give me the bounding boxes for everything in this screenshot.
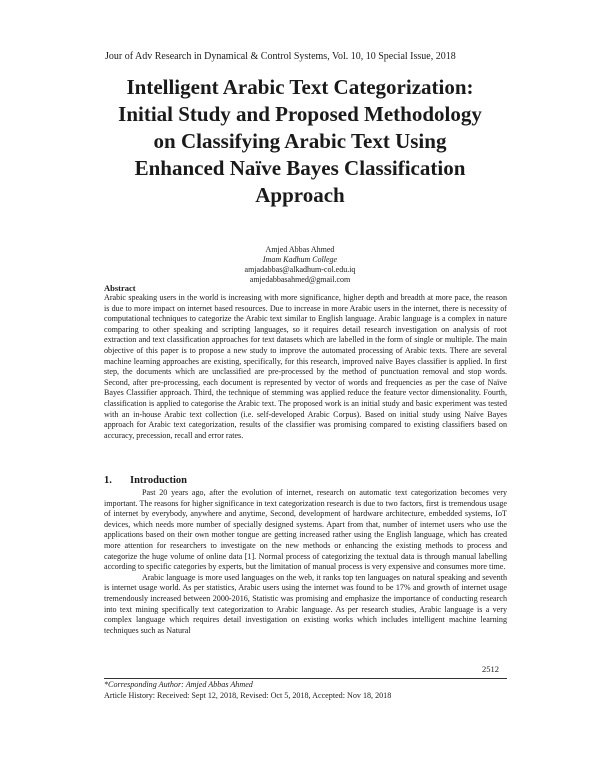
footnote xyxy=(104,680,391,701)
author-affiliation: Imam Kadhum College xyxy=(262,255,338,264)
footnote-divider xyxy=(104,678,507,679)
introduction-paragraph: Past 20 years ago, after the evolution of internet, research on automatic text categorization becomes very important. The reasons for higher significance in text categorization research is due to two factors, first is tremendous usage of internet by everybody, anywhere and anytime, Second, development of hardware architecture, embedded systems, IoT devices, which needs more number of specially designed systems. Apart from that, number of internet users who use the applications based on their own mother tongue are getting increased rather using the English language, which has created more attention for researchers to investigate on the new methods or enhancing the existing methods to process and categorize the huge volume of online data [1]. Normal process of categorizing the textual data is through manual labelling according to specific categories by experts, but the limitation of manual process is very expensive and consumes more time. xyxy=(104,488,507,572)
section-number: 1. xyxy=(104,475,112,486)
journal-header: Jour of Adv Research in Dynamical & Control Systems, Vol. 10, 10 Special Issue, 2018 xyxy=(105,51,456,62)
author-block xyxy=(100,245,500,285)
title-line: Initial Study and Proposed Methodology xyxy=(118,102,482,126)
abstract-text: Arabic speaking users in the world is increasing with more significance, higher depth and breadth at more pace, the reason is due to more impact on internet based resources. Due to increase in more Arabic users in the internet, there is necessity of computational techniques to categorize the Arabic text similar to English language. Arabic language is a complex in nature comparing to other speaking and scripting languages, so it requires detail research investigation on analysis of root extraction and text classification approaches for text datasets which are labelled in the form of single or multiple. The main objective of this paper is to propose a new study to improve the automated processing of Arabic texts. There are several machine learning approaches are existing, specifically, for this research, improved naïve Bayes classifier is applied. In first step, the documents which are unclassified are pre-processed by the method of punctuation removal and stop words. Second, after pre-processing, each document is represented by vector of words and frequencies as per the case of Naïve Bayes Classifier approach. Third, the technique of stemming was applied reduce the feature vector dimensionality. Fourth, classification is applied to categorise the Arabic text. The proposed work is an initial study and basic experiment was tested with an in-house Arabic text collection (i.e. self-developed Arabic Corpus). Based on initial study using Naïve Bayes approach for Arabic text categorization, results of the classifier was promising compared to existing classifiers based on accuracy, precession, recall and error rates. xyxy=(104,293,507,440)
title-line: Intelligent Arabic Text Categorization: xyxy=(126,75,474,99)
abstract-heading: Abstract xyxy=(104,283,136,293)
section-title: Introduction xyxy=(130,475,187,486)
author-email: amjadabbas@alkadhum-col.edu.iq xyxy=(244,265,356,274)
page-number: 2512 xyxy=(482,664,499,674)
title-line: on Classifying Arabic Text Using xyxy=(153,129,447,153)
article-history: Article History: Received: Sept 12, 2018, Revised: Oct 5, 2018, Accepted: Nov 18, 2018 xyxy=(104,690,392,700)
corresponding-author: *Corresponding Author: Amjed Abbas Ahmed xyxy=(104,680,253,689)
title-line: Approach xyxy=(255,183,345,207)
introduction-paragraph: Arabic language is more used languages on the web, it ranks top ten languages on natural speaking and seventh is internet usage world. As per statistics, Arabic users using the internet was found to be 17% and growth of internet usage tremendously increased between 2000-2016, Statistic was promising and emphasize the importance of conducting research into text mining specifically text categorization to Arabic language. As per research studies, Arabic language is a very complex language which requires detail investigation on existing works which includes intelligent machine learning techniques such as Natural xyxy=(104,572,507,635)
introduction-body xyxy=(104,488,507,636)
paper-title xyxy=(90,74,510,209)
author-name: Amjed Abbas Ahmed xyxy=(265,245,335,254)
author-email-alt: amjedabbasahmed@gmail.com xyxy=(249,275,351,284)
title-line: Enhanced Naïve Bayes Classification xyxy=(134,156,466,180)
section-heading-introduction xyxy=(104,475,187,486)
